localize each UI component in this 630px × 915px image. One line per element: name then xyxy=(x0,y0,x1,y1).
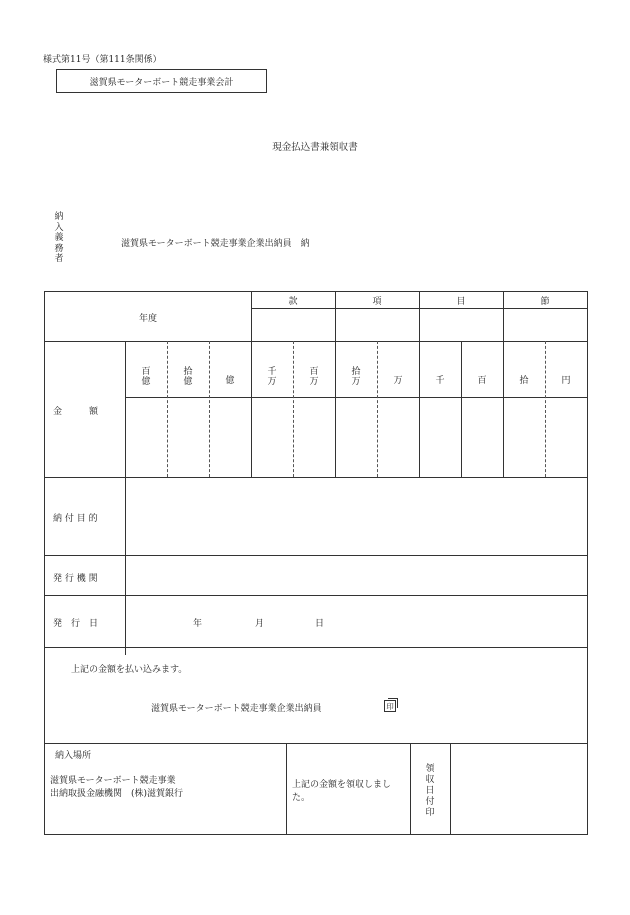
payment-statement: 上記の金額を払い込みます。 xyxy=(71,665,188,675)
amount-label: 金 額 xyxy=(53,407,99,417)
payment-place-line2: 出納取扱金融機関 (株)滋賀銀行 xyxy=(50,789,184,799)
digit-header: 百 xyxy=(477,376,487,386)
payer-name: 滋賀県モーターボート競走事業企業出納員 納 xyxy=(121,239,310,249)
issue-date-month: 月 xyxy=(255,619,265,629)
payment-place-line1: 滋賀県モーターボート競走事業 xyxy=(50,776,176,786)
digit-header: 拾 xyxy=(519,376,529,386)
payment-form-table xyxy=(44,291,588,835)
purpose-label: 納 付 目 的 xyxy=(53,514,98,524)
depositor-name: 滋賀県モーターボート競走事業企業出納員 xyxy=(151,704,322,714)
payer-label xyxy=(53,212,65,265)
account-name: 滋賀県モーターボート競走事業会計 xyxy=(89,77,234,88)
issuer-label: 発 行 機 関 xyxy=(53,574,98,584)
issue-date-day: 日 xyxy=(315,619,325,629)
payment-place-label: 納入場所 xyxy=(55,751,92,761)
digit-header: 円 xyxy=(561,376,571,386)
digit-header: 億 xyxy=(225,376,235,386)
seal-mark-icon: 印 xyxy=(384,700,396,712)
receipt-statement-line2: た。 xyxy=(292,793,311,803)
budget-header-setsu: 節 xyxy=(540,297,550,307)
receipt-statement-line1: 上記の金額を領収しまし xyxy=(292,780,392,790)
fiscal-year-label: 年度 xyxy=(138,314,157,324)
budget-header-kan: 款 xyxy=(288,297,298,307)
budget-header-kou: 項 xyxy=(372,297,382,307)
digit-header: 拾 億 xyxy=(183,367,193,387)
digit-header: 万 xyxy=(393,376,403,386)
payer-label-text: 納 入 義 務 者 xyxy=(54,212,64,264)
document-title: 現金払込書兼領収書 xyxy=(272,142,358,153)
form-number: 様式第11号（第111条関係） xyxy=(43,55,162,65)
digit-header: 百 万 xyxy=(309,367,319,387)
digit-header: 千 万 xyxy=(267,367,277,387)
digit-header: 千 xyxy=(435,376,445,386)
issue-date-label: 発 行 日 xyxy=(53,619,99,629)
digit-header: 拾 万 xyxy=(351,367,361,387)
account-name-box xyxy=(56,69,267,93)
budget-header-moku: 目 xyxy=(456,297,466,307)
issue-date-year: 年 xyxy=(193,619,203,629)
digit-header: 百 億 xyxy=(141,367,151,387)
receipt-date-stamp-label: 領 収 日 付 印 xyxy=(425,764,435,818)
